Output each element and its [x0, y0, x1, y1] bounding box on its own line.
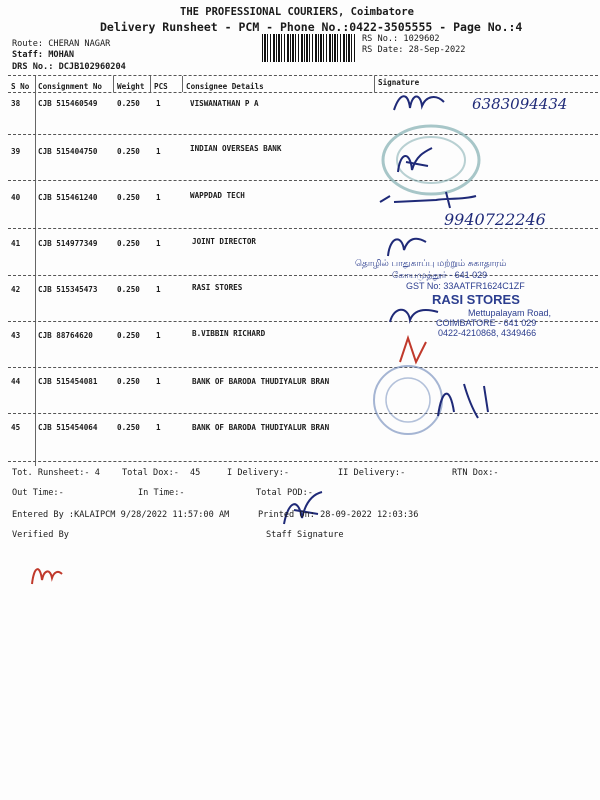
row-41-weight: 0.250 — [117, 239, 140, 248]
signature-41 — [382, 228, 432, 262]
header-top-rule — [8, 75, 598, 76]
i-delivery: I Delivery:- — [227, 468, 290, 478]
row-43-pcs: 1 — [156, 331, 161, 340]
signature-38 — [390, 88, 450, 118]
row-39-weight: 0.250 — [117, 147, 140, 156]
stamp-address: Mettupalayam Road, — [468, 308, 552, 318]
row-43-weight: 0.250 — [117, 331, 140, 340]
row-divider — [8, 180, 598, 181]
signature-43 — [394, 332, 434, 368]
company-title: THE PROFESSIONAL COURIERS, Coimbatore — [180, 6, 414, 18]
row-38-pcs: 1 — [156, 99, 161, 108]
row-40-pcs: 1 — [156, 193, 161, 202]
handwritten-phone-38: 6383094434 — [472, 95, 568, 113]
out-time: Out Time:- — [12, 488, 64, 498]
row-44-consignee: BANK OF BARODA THUDIYALUR BRAN — [192, 377, 330, 386]
row-41-sno: 41 — [11, 239, 21, 248]
runsheet-title: Delivery Runsheet - PCM - Phone No.:0422-3505555 - Page No.:4 — [100, 20, 523, 34]
row-40-weight: 0.250 — [117, 193, 140, 202]
column-divider — [113, 76, 114, 92]
rs-number: RS No.: 1029602 — [362, 34, 440, 44]
stamp-city: COIMBATORE - 641 029 — [436, 318, 537, 328]
row-45-pcs: 1 — [156, 423, 161, 432]
signature-39 — [392, 142, 442, 182]
col-header-signature: Signature — [378, 78, 420, 87]
row-38-weight: 0.250 — [117, 99, 140, 108]
row-40-consignment: CJB 515461240 — [38, 193, 98, 202]
col-header-weight: Weight — [117, 82, 145, 91]
rs-date: RS Date: 28-Sep-2022 — [362, 45, 466, 55]
row-44-sno: 44 — [11, 377, 21, 386]
entered-by: Entered By :KALAIPCM 9/28/2022 11:57:00 AM — [12, 510, 230, 520]
ii-delivery: II Delivery:- — [338, 468, 406, 478]
verified-by: Verified By — [12, 530, 69, 540]
col-header-sno: S No — [11, 82, 30, 91]
signature-44 — [428, 378, 498, 422]
row-42-sno: 42 — [11, 285, 21, 294]
row-divider — [8, 413, 598, 414]
row-41-consignee: JOINT DIRECTOR — [192, 237, 257, 246]
table-bottom-rule — [8, 461, 598, 462]
drs-number: DRS No.: DCJB102960204 — [12, 62, 126, 72]
col-header-pcs: PCS — [154, 82, 168, 91]
total-dox-label: Total Dox:- — [122, 468, 179, 478]
row-44-pcs: 1 — [156, 377, 161, 386]
row-42-weight: 0.250 — [117, 285, 140, 294]
row-42-consignee: RASI STORES — [192, 283, 243, 292]
row-38-consignee: VISWANATHAN P A — [190, 99, 259, 108]
row-41-consignment: CJB 514977349 — [38, 239, 98, 248]
row-44-weight: 0.250 — [117, 377, 140, 386]
total-dox-value: 45 — [190, 468, 201, 478]
row-41-pcs: 1 — [156, 239, 161, 248]
row-43-consignee: B.VIBBIN RICHARD — [192, 329, 266, 338]
row-38-consignment: CJB 515460549 — [38, 99, 98, 108]
col-header-consignee: Consignee Details — [186, 82, 264, 91]
row-divider — [8, 367, 598, 368]
row-40-consignee: WAPPDAD TECH — [190, 191, 245, 200]
total-pod: Total POD:- — [256, 488, 313, 498]
row-42-consignment: CJB 515345473 — [38, 285, 98, 294]
stamp-tamil-line1: தொழில் பாதுகாப்பு மற்றும் சுகாதாரம் — [355, 258, 507, 268]
column-divider — [182, 76, 183, 92]
row-40-sno: 40 — [11, 193, 21, 202]
staff-signature: Staff Signature — [266, 530, 344, 540]
stamp-gst: GST No: 33AATFR1624C1ZF — [406, 281, 525, 291]
row-39-consignee: INDIAN OVERSEAS BANK — [190, 144, 282, 153]
tot-runsheet: Tot. Runsheet:- 4 — [12, 468, 100, 478]
column-divider — [374, 76, 375, 92]
row-45-consignee: BANK OF BARODA THUDIYALUR BRAN — [192, 423, 330, 432]
row-45-sno: 45 — [11, 423, 21, 432]
in-time: In Time:- — [138, 488, 185, 498]
signature-40 — [376, 188, 486, 212]
header-bottom-rule — [8, 92, 598, 93]
row-42-pcs: 1 — [156, 285, 161, 294]
handwritten-phone-40: 9940722246 — [444, 210, 546, 229]
verified-signature — [26, 560, 66, 590]
stamp-phones: 0422-4210868, 4349466 — [438, 328, 537, 338]
row-divider — [8, 275, 598, 276]
row-44-consignment: CJB 515454081 — [38, 377, 98, 386]
stamp-store-name: RASI STORES — [432, 292, 520, 307]
printed-on: Printed On: 28-09-2022 12:03:36 — [258, 510, 419, 520]
barcode — [262, 34, 357, 62]
stamp-tamil-line2: கோயமுத்தூர் - 641 029 — [392, 270, 488, 280]
column-divider — [150, 76, 151, 92]
row-38-sno: 38 — [11, 99, 21, 108]
row-43-sno: 43 — [11, 331, 21, 340]
signature-42 — [384, 300, 444, 330]
staff-label: Staff: MOHAN — [12, 50, 75, 60]
row-45-consignment: CJB 515454064 — [38, 423, 98, 432]
row-39-pcs: 1 — [156, 147, 161, 156]
rtn-dox: RTN Dox:- — [452, 468, 499, 478]
route-label: Route: CHERAN NAGAR — [12, 39, 111, 49]
col-header-consignment: Consignment No — [38, 82, 103, 91]
row-43-consignment: CJB 88764620 — [38, 331, 93, 340]
row-39-consignment: CJB 515404750 — [38, 147, 98, 156]
row-39-sno: 39 — [11, 147, 21, 156]
row-45-weight: 0.250 — [117, 423, 140, 432]
row-divider — [8, 134, 598, 135]
